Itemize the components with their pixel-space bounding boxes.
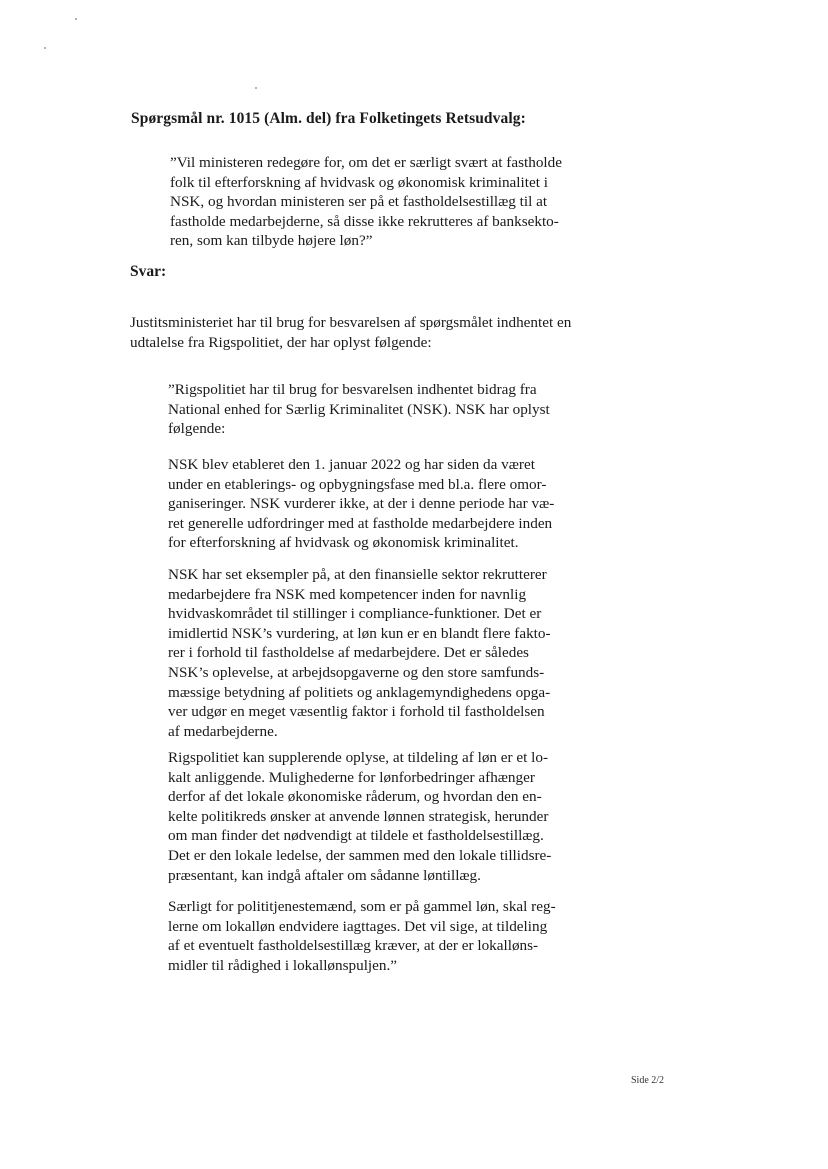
quote-line: medarbejdere fra NSK med kompetencer inden for navnlig [168, 585, 527, 603]
answer-label: Svar: [130, 263, 167, 280]
quote-line: for efterforskning af hvidvask og økonomisk kriminalitet. [168, 534, 519, 552]
quote-paragraph [168, 748, 588, 885]
quote-line: NSK blev etableret den 1. januar 2022 og har siden da været [168, 456, 535, 473]
quote-line: NSK’s oplevelse, at arbejdsopgaverne og den store samfunds- [168, 663, 545, 681]
quote-line: ret generelle udfordringer med at fastholde medarbejdere inden [168, 514, 553, 532]
scan-speck [75, 18, 77, 20]
quote-line: præsentant, kan indgå aftaler om sådanne løntillæg. [168, 866, 481, 884]
quote-line: midler til rådighed i lokallønspuljen.” [168, 956, 398, 974]
page-number: Side 2/2 [631, 1075, 665, 1086]
quote-line: ver udgør en meget væsentlig faktor i forhold til fastholdelsen [168, 703, 545, 721]
quote-line: lerne om lokalløn endvidere iagttages. Det vil sige, at tildeling [168, 917, 548, 935]
quote-line: hvidvaskområdet til stillinger i compliance-funktioner. Det er [168, 605, 542, 623]
answer-intro [130, 313, 620, 352]
quote-line: National enhed for Særlig Kriminalitet (NSK). NSK har oplyst [168, 400, 550, 418]
question-heading: Spørgsmål nr. 1015 (Alm. del) fra Folketingets Retsudvalg: [131, 110, 526, 127]
question-line: folk til efterforskning af hvidvask og økonomisk kriminalitet i [170, 173, 548, 191]
quote-line: Særligt for polititjenestemænd, som er på gammel løn, skal reg- [168, 898, 556, 915]
question-line: NSK, og hvordan ministeren ser på et fastholdelsestillæg til at [170, 193, 548, 211]
quote-line: imidlertid NSK’s vurdering, at løn kun er en blandt flere fakto- [168, 624, 551, 642]
quote-line: kelte politikreds ønsker at anvende lønnen strategisk, herunder [168, 807, 549, 825]
quote-line: Det er den lokale ledelse, der sammen med den lokale tillidsre- [168, 846, 552, 864]
quote-line: om man finder det nødvendigt at tildele et fastholdelsestillæg. [168, 827, 544, 845]
quote-line: NSK har set eksempler på, at den finansielle sektor rekrutterer [168, 566, 547, 583]
question-line: ren, som kan tilbyde højere løn?” [170, 232, 373, 250]
question-quote [170, 153, 595, 251]
quote-line: af et eventuelt fastholdelsestillæg kræver, at der er lokalløns- [168, 937, 539, 955]
quote-line: Rigspolitiet kan supplerende oplyse, at tildeling af løn er et lo- [168, 749, 549, 766]
quote-line: ”Rigspolitiet har til brug for besvarelsen indhentet bidrag fra [168, 381, 537, 398]
quote-line: rer i forhold til fastholdelse af medarbejdere. Det er således [168, 644, 529, 662]
question-line: fastholde medarbejderne, så disse ikke rekrutteres af banksekto- [170, 212, 559, 230]
question-line: ”Vil ministeren redegøre for, om det er særligt svært at fastholde [170, 154, 562, 171]
intro-line: udtalelse fra Rigspolitiet, der har oplyst følgende: [130, 333, 432, 351]
quote-line: ganiseringer. NSK vurderer ikke, at der i denne periode har væ- [168, 495, 555, 513]
quote-line: derfor af det lokale økonomiske råderum, og hvordan den en- [168, 788, 542, 806]
quote-line: under en etablerings- og opbygningsfase med bl.a. flere omor- [168, 475, 547, 493]
scan-speck [255, 87, 257, 89]
quote-paragraph [168, 455, 588, 553]
quote-paragraph [168, 897, 588, 975]
quote-paragraph [168, 565, 588, 741]
quote-paragraph [168, 380, 588, 439]
quote-line: kalt anliggende. Mulighederne for lønforbedringer afhænger [168, 768, 535, 786]
quote-line: mæssige betydning af politiets og anklagemyndighedens opga- [168, 683, 551, 701]
quote-line: af medarbejderne. [168, 722, 278, 740]
quote-line: følgende: [168, 420, 226, 438]
scan-speck [44, 47, 46, 49]
intro-line: Justitsministeriet har til brug for besvarelsen af spørgsmålet indhentet en [130, 314, 572, 331]
